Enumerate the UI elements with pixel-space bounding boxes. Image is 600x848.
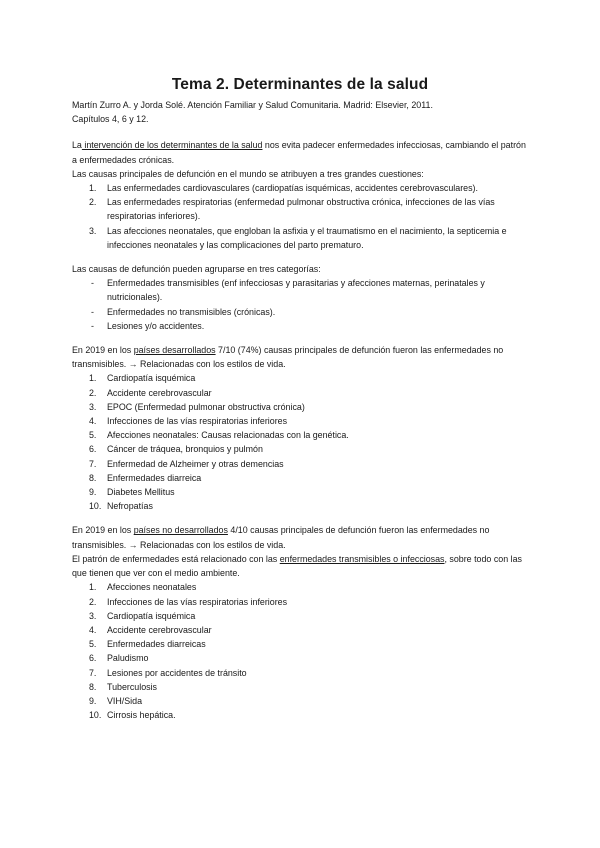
list-item — [72, 195, 528, 223]
list-item — [72, 651, 528, 665]
main-causes-list — [72, 181, 528, 252]
list-number: 1. — [89, 373, 97, 384]
list-number: 6. — [89, 444, 97, 455]
list-item — [72, 666, 528, 680]
list-item-text: Las afecciones neonatales, que engloban la asfixia y el traumatismo en el nacimiento, la septicemia e infecciones neonatales y las complicaciones del parto prematuro. — [107, 225, 507, 250]
list-item — [72, 319, 528, 333]
list-item — [72, 276, 528, 304]
list-item-text: EPOC (Enfermedad pulmonar obstructiva crónica) — [107, 401, 305, 412]
list-item — [72, 708, 528, 722]
causes-lead: Las causas principales de defunción en el mundo se atribuyen a tres grandes cuestiones: — [72, 168, 424, 179]
list-number: 8. — [89, 472, 97, 483]
developed-underlined: países desarrollados — [133, 345, 216, 356]
list-item — [72, 580, 528, 594]
list-item-text: Enfermedad de Alzheimer y otras demencias — [107, 458, 284, 469]
list-item — [72, 400, 528, 414]
dash-bullet: - — [91, 306, 94, 317]
list-item — [72, 181, 528, 195]
list-number: 5. — [89, 430, 97, 441]
reference — [72, 98, 528, 126]
developed-paragraph: En 2019 en los países desarrollados 7/10 (74%) causas principales de defunción fueron las enfermedades no transmisibles. → Relacionadas con los estilos de vida. — [72, 345, 504, 370]
list-item-text: Las enfermedades cardiovasculares (cardiopatías isquémicas, accidentes cerebrovasculares). — [107, 183, 478, 194]
list-number: 9. — [89, 695, 97, 706]
list-number: 3. — [89, 225, 97, 236]
list-item — [72, 471, 528, 485]
intro-paragraph: La intervención de los determinantes de la salud nos evita padecer enfermedades infecciosas, cambiando el patrón a enfermedades crónicas. — [72, 140, 526, 165]
list-number: 2. — [89, 596, 97, 607]
developed-list — [72, 371, 528, 513]
dash-bullet: - — [91, 278, 94, 289]
list-item-text: Infecciones de las vías respiratorias inferiores — [107, 416, 288, 427]
reference-line: Martín Zurro A. y Jorda Solé. Atención Familiar y Salud Comunitaria. Madrid: Elsevier, 2011. — [72, 100, 433, 110]
list-item-text: Tuberculosis — [107, 681, 157, 692]
list-item-text: Paludismo — [107, 653, 149, 664]
intro-underlined: intervención de los determinantes de la salud — [81, 140, 263, 151]
list-item — [72, 623, 528, 637]
list-item — [72, 499, 528, 513]
list-item-text: Cardiopatía isquémica — [107, 373, 196, 384]
document-body — [72, 98, 528, 722]
list-number: 2. — [89, 197, 97, 208]
pattern-paragraph: El patrón de enfermedades está relacionado con las enfermedades transmisibles o infecciosas, sobre todo con las que tienen que ver con el medio ambiente. — [72, 553, 522, 579]
page-title: Tema 2. Determinantes de la salud — [171, 76, 429, 93]
list-number: 10. — [89, 501, 102, 512]
list-item-text: Enfermedades transmisibles (enf infecciosas y parasitarias y afecciones maternas, perinatales y nutricionales). — [107, 278, 485, 303]
list-item-text: Cáncer de tráquea, bronquios y pulmón — [107, 444, 263, 455]
list-item — [72, 305, 528, 319]
list-number: 3. — [89, 610, 97, 621]
list-item-text: Cirrosis hepática. — [107, 710, 176, 721]
dash-bullet: - — [91, 320, 94, 331]
list-number: 9. — [89, 487, 97, 498]
list-item-text: Lesiones por accidentes de tránsito — [107, 667, 247, 678]
list-item-text: VIH/Sida — [107, 695, 143, 706]
list-item — [72, 485, 528, 499]
list-item-text: Cardiopatía isquémica — [107, 610, 196, 621]
list-item — [72, 694, 528, 708]
list-item — [72, 609, 528, 623]
list-item-text: Diabetes Mellitus — [107, 487, 175, 498]
list-number: 3. — [89, 401, 97, 412]
categories-list — [72, 276, 528, 333]
list-item — [72, 428, 528, 442]
list-item — [72, 371, 528, 385]
list-number: 2. — [89, 387, 97, 398]
undeveloped-paragraph: En 2019 en los países no desarrollados 4/10 causas principales de defunción fueron las enfermedades no transmisibles. → Relacionadas con los estilos de vida. — [72, 525, 490, 550]
list-item — [72, 414, 528, 428]
undeveloped-list — [72, 580, 528, 722]
pattern-underlined: enfermedades transmisibles o infecciosas — [279, 553, 445, 564]
list-item-text: Afecciones neonatales: Causas relacionadas con la genética. — [107, 430, 349, 441]
list-item-text: Nefropatías — [107, 501, 153, 512]
list-item-text: Lesiones y/o accidentes. — [107, 320, 205, 331]
list-item — [72, 637, 528, 651]
list-item — [72, 442, 528, 456]
list-number: 4. — [89, 416, 97, 427]
list-number: 10. — [89, 710, 102, 721]
list-item — [72, 457, 528, 471]
list-number: 1. — [89, 183, 97, 194]
reference-chapters: Capítulos 4, 6 y 12. — [72, 114, 149, 125]
list-item — [72, 680, 528, 694]
list-item-text: Accidente cerebrovascular — [107, 624, 212, 635]
list-number: 6. — [89, 653, 97, 664]
list-item — [72, 386, 528, 400]
list-item-text: Enfermedades no transmisibles (crónicas). — [107, 306, 276, 317]
list-number: 5. — [89, 639, 97, 650]
list-item — [72, 224, 528, 252]
undeveloped-underlined: países no desarrollados — [133, 525, 228, 536]
list-number: 7. — [89, 667, 97, 678]
list-item-text: Afecciones neonatales — [107, 582, 197, 593]
list-item-text: Accidente cerebrovascular — [107, 387, 212, 398]
categories-lead: Las causas de defunción pueden agruparse en tres categorías: — [72, 264, 321, 275]
list-number: 1. — [89, 582, 97, 593]
list-number: 7. — [89, 458, 97, 469]
list-item-text: Las enfermedades respiratorias (enfermedad pulmonar obstructiva crónica, infecciones de las vías respiratorias inferiores). — [107, 197, 495, 222]
list-number: 4. — [89, 624, 97, 635]
list-number: 8. — [89, 681, 97, 692]
list-item-text: Enfermedades diarreicas — [107, 639, 206, 650]
list-item-text: Enfermedades diarreica — [107, 472, 202, 483]
list-item — [72, 595, 528, 609]
list-item-text: Infecciones de las vías respiratorias inferiores — [107, 596, 288, 607]
